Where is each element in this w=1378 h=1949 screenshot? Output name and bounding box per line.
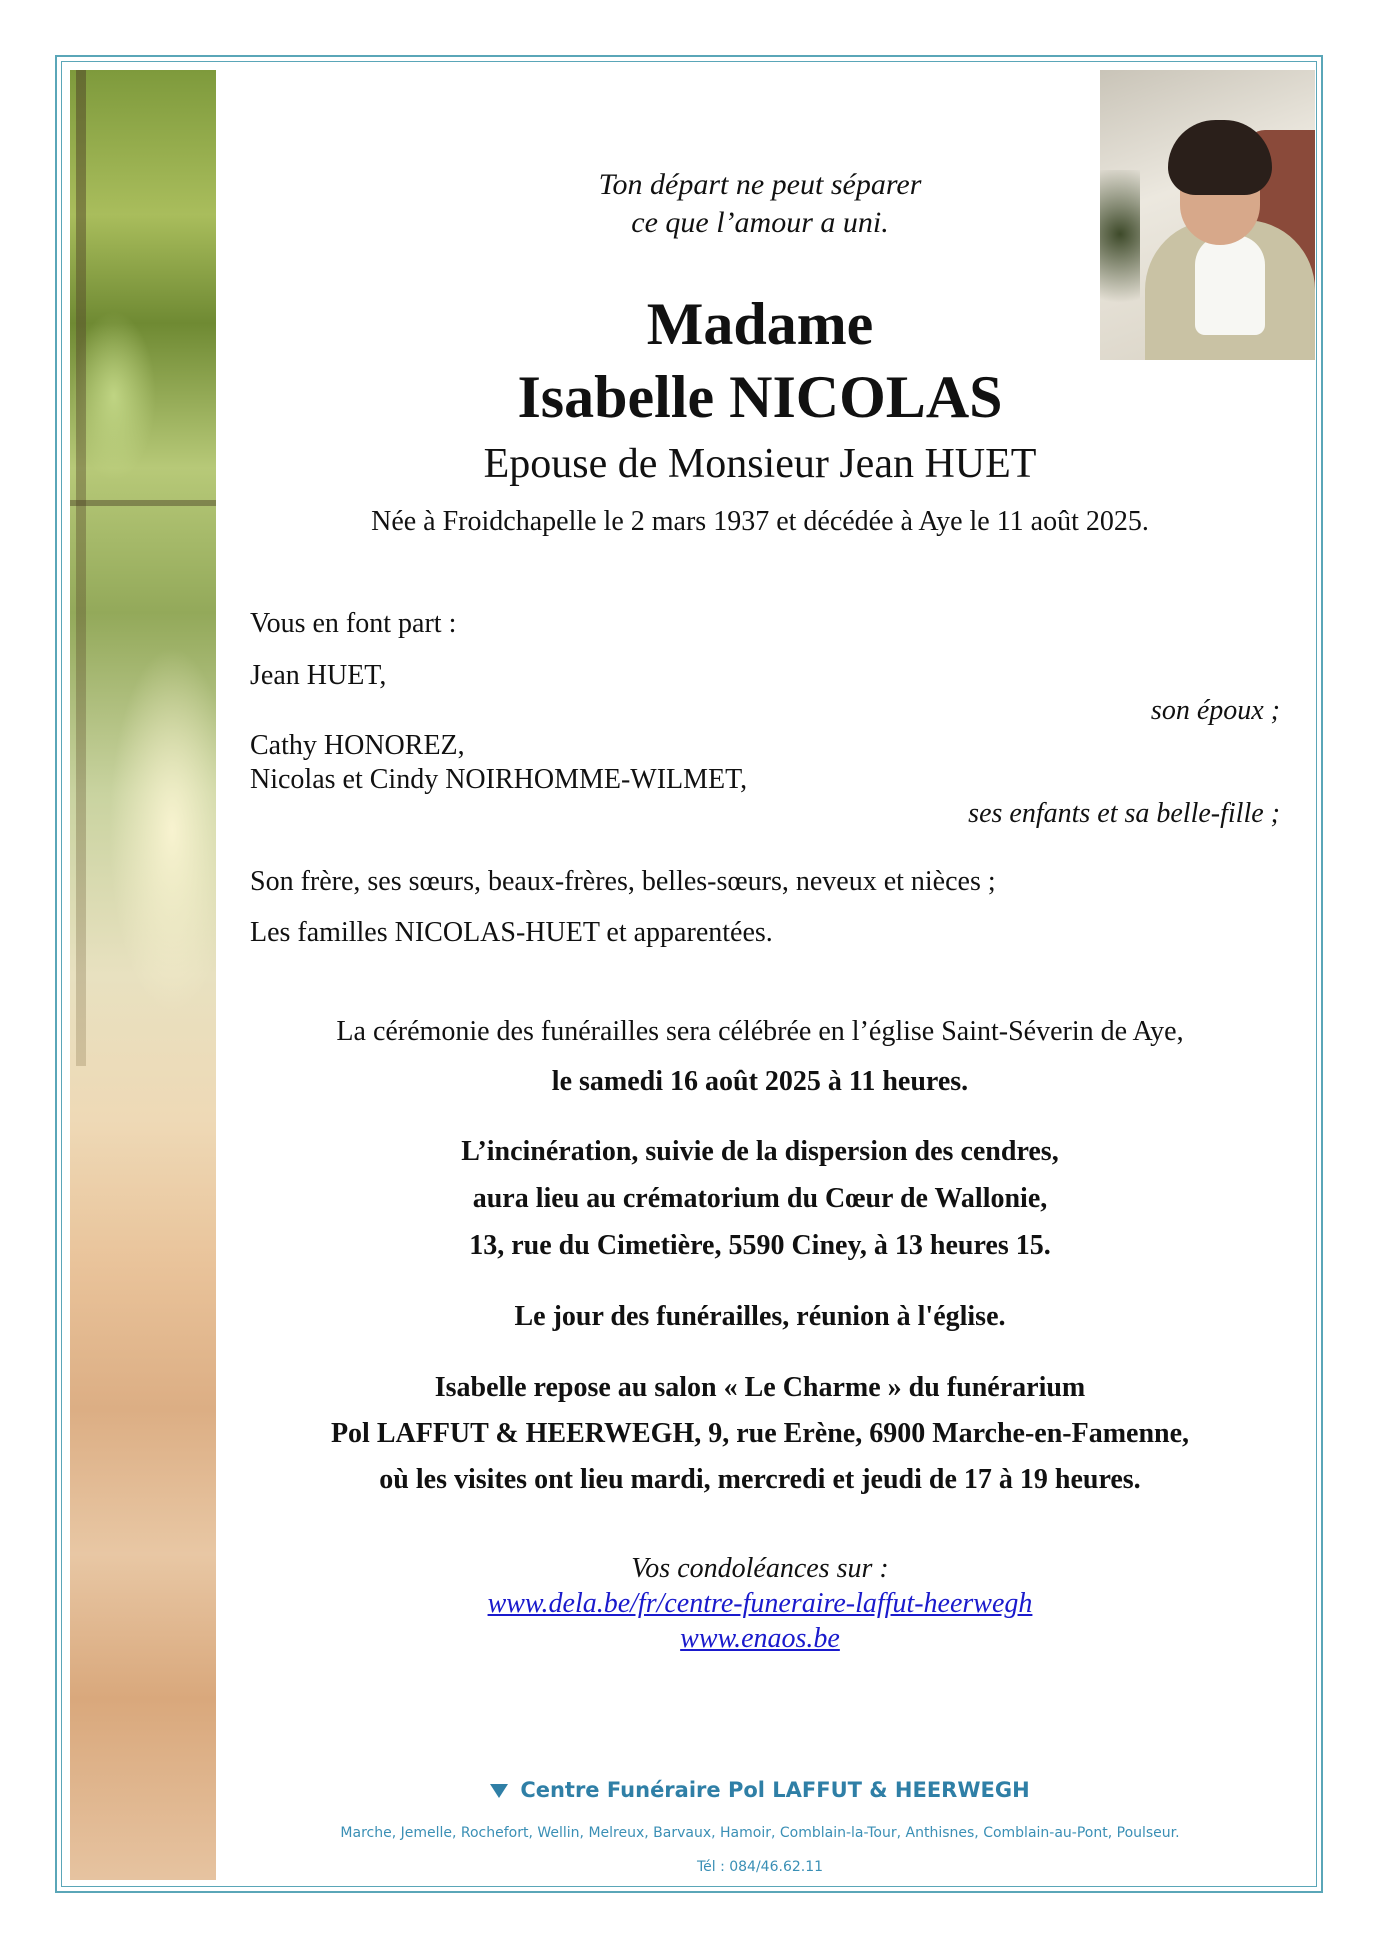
ceremony-line-1: La cérémonie des funérailles sera célébrée en l’église Saint-Séverin de Aye, [336,1016,1184,1047]
triangle-down-icon [490,1784,508,1798]
epigraph-line-1: Ton départ ne peut séparer [598,168,922,201]
deceased-spouse: Epouse de Monsieur Jean HUET [483,441,1037,487]
tree-branch [70,500,216,506]
footer-phone: Tél : 084/46.62.11 [696,1859,824,1875]
cremation-line-2: aura lieu au crématorium du Cœur de Wallonie, [472,1183,1048,1214]
footer-locations: Marche, Jemelle, Rochefort, Wellin, Melreux, Barvaux, Hamoir, Comblain-la-Tour, Anthisnes, Comblain-au-Pont, Poulseur. [340,1825,1180,1841]
announce-child-1: Cathy HONOREZ, [250,730,465,761]
condolences-label: Vos condoléances sur : [631,1553,889,1584]
deceased-dates: Née à Froidchapelle le 2 mars 1937 et décédée à Aye le 11 août 2025. [371,506,1149,537]
visits-line-1: Isabelle repose au salon « Le Charme » du funérarium [434,1372,1086,1403]
visits-line-3: où les visites ont lieu mardi, mercredi et jeudi de 17 à 19 heures. [379,1464,1141,1495]
visits-line-2: Pol LAFFUT & HEERWEGH, 9, rue Erène, 6900 Marche-en-Famenne, [330,1418,1190,1449]
condolences-link-1-wrap [250,1588,1270,1620]
condolences-link-dela[interactable]: www.dela.be/fr/centre-funeraire-laffut-heerwegh [487,1588,1033,1619]
footer-company-label: Centre Funéraire Pol LAFFUT & HEERWEGH [520,1778,1030,1802]
deceased-name: Isabelle NICOLAS [517,364,1003,430]
announce-child-2: Nicolas et Cindy NOIRHOMME-WILMET, [250,764,748,795]
epigraph-line-2: ce que l’amour a uni. [631,206,889,239]
shirt-collar [1195,235,1265,335]
announce-others-1: Son frère, ses sœurs, beaux-frères, belles-sœurs, neveux et nièces ; [250,866,996,897]
announce-intro: Vous en font part : [250,608,457,639]
condolences-link-2-wrap [250,1623,1270,1655]
ceremony-line-2: le samedi 16 août 2025 à 11 heures. [551,1066,969,1097]
reunion-text: Le jour des funérailles, réunion à l'église. [514,1301,1006,1332]
cremation-line-3: 13, rue du Cimetière, 5590 Ciney, à 13 heures 15. [469,1230,1051,1261]
announce-others-2: Les familles NICOLAS-HUET et apparentées. [250,917,773,948]
announce-children-role: ses enfants et sa belle-fille ; [968,798,1280,829]
deceased-title: Madame [646,291,874,357]
announce-spouse-name: Jean HUET, [250,660,387,691]
condolences-link-enaos[interactable]: www.enaos.be [680,1623,840,1654]
portrait-photo [1100,70,1315,360]
footer-company [250,1778,1270,1802]
cremation-line-1: L’incinération, suivie de la dispersion des cendres, [461,1136,1059,1167]
announce-spouse-role: son époux ; [1150,695,1280,726]
forest-path-photo [70,70,216,1880]
tree-trunk [76,70,86,1066]
